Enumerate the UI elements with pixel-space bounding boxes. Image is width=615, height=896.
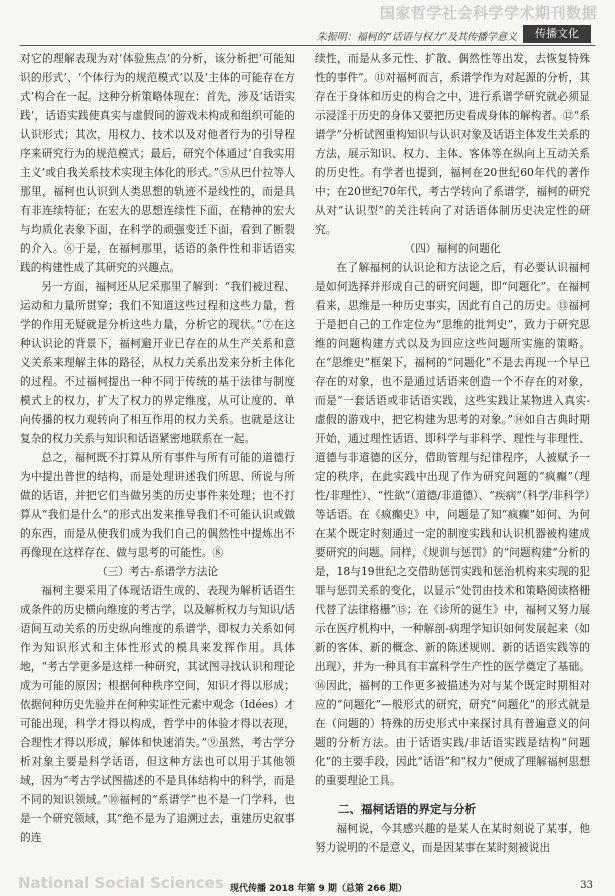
magazine-citation: 现代传播 2018 年第 9 期（总第 266 期） [230, 884, 407, 894]
subsection-heading: （四）福柯的问题化 [404, 242, 501, 255]
paragraph: 在了解福柯的认识论和方法论之后，有必要认识福柯是如何选择并形成自己的研究问题，即“问题化”。在福柯看来，思维是一种历史事实，因此有自己的历史。⑬福柯于是把自己的工作定位为“思维的批判史”，致力于研究思维的问题构建方式以及为回应这些问题所实施的策略。在“思维史”框架下，福柯的“问题化”不是去再现一个早已存在的对象，也不是通过话语来创造一个不存在的对象，而是“一套话语或非话语实践，这些实践让某物进入真实-虚假的游戏中，把它构建为思考的对象。”⑭如自古典时期开始，通过理性话语、即科学与非科学、理性与非理性、道德与非道德的区分，借助管理与纪律程序，人被赋予一定的秩序，在此实践中出现了作为研究问题的“疯癫”（理性/非理性）、“性欲”（道德/非道德）、“疾病”（科学/非科学）等话语。在《疯癫史》中，问题是了知“疯癫”如何、为何在某个既定时刻通过一定的制度实践和认识机器被构建成要研究的问题。同样，《规训与惩罚》的“问题构建”分析的是，18与19世纪之交借助惩罚实践和惩治机构来实现的犯罪与惩罚关系的变化，以显示“处罚由技术和策略阅读格栅代替了法律格栅”⑮；在《诊所的诞生》中，福柯又努力展示在医疗机构中，一种解剖-病理学知识如何发展起来（如新的客体、新的概念、新的陈述规则、新的话语实践等的出现），并为一种具有丰富科学生产性的医学奠定了基础。⑯因此，福柯的工作更多被描述为对与某个既定时期相对应的“问题化”—般形式的研究，研究“问题化”的形式就是在（问题的）特殊的历史形式中来探讨具有普遍意义的问题的分析方法。由于话语实践/非话语实践是结构“问题化”的主要手段，因此“话语”和“权力”便成了理解福柯思想的重要理论工具。 [315, 261, 590, 787]
left-column [20, 49, 295, 847]
paragraph: 另一方面，福柯还从尼采那里了解到：“我们被过程、运动和力量所贯穿；我们不知道这些过程和这些力量，哲学的作用无疑就是分析这些力量，分析它的现状。”⑦在这种认识论的背景下，福柯避开业已存在的从生产关系和意义关系来理解主体的路径，从权力关系出发来分析主体化的过程。不过福柯提出一种不同于传统的基于法律与制度模式上的权力，扩大了权力的界定维度，从可让度的、单向传播的权力观转向了相互作用的权力关系。也就是这让复杂的权力关系与知识和话语紧密地联系在一起。 [20, 280, 295, 445]
paragraph: 续性，而是从多元性、扩散、偶然性等出发，去恢复特殊性的事件”。⑪对福柯而言，系谱学作为对起源的分析，其存在于身体和历史的构合之中，进行系谱学研究就必须显示浸淫于历史的身体又要把历史看成身体的解构者。⑫“系谱学”分析试图重构知识与认识对象及话语主体发生关系的方法，展示知识、权力、主体、客体等在纵向上互动关系的历史性。有学者也提到，福柯在20世纪60年代的著作中；在20世纪70年代，考古学转向了系谱学，福柯的研究从对“认识型”的关注转向了对话语体制历史决定性的研究。 [315, 52, 590, 236]
paragraph: 福柯主要采用了体现话语生成的、表现为解析话语生成条件的历史横向维度的考古学，以及解析权力与知识/话语间互动关系的历史纵向维度的系谱学，即权力关系如何作为知识形式和主体性形式的模具来发挥作用。具体地，“考古学更多是这样一种研究，其试图寻找认识和理论成为可能的原因；根据何种秩序空间，知识才得以形成；依据何种历史先验并在何种实证性元素中观念（Idées）才可能出现，科学才得以构成，哲学中的体验才得以表现，合理性才得以形成，解体和快速消失。”⑨虽然，考古学分析对象主要是科学话语，但这种方法也可以用于其他领域，因为“考古学试图描述的不是具体结构中的科学，而是不同的知识领域。”⑩福柯的“系谱学”也不是一门学科，也是一个研究领域，其“绝不是为了追溯过去，重建历史叙事的连 [20, 584, 296, 844]
watermark-bottom: National Social Sciences [18, 874, 224, 892]
page-footer [0, 872, 615, 896]
section-heading: 二、福柯话语的界定与分析 [338, 802, 476, 816]
section-badge: 传播文化 [523, 25, 591, 43]
subsection-heading: （三）考古-系谱学方法论 [96, 565, 219, 578]
watermark-top: 国家哲学社会科学学术期刊数据 [380, 4, 598, 22]
paragraph: 总之，福柯既不打算从所有事件与所有可能的道德行为中提出普世的结构，而是处理讲述我们所思、所说与所做的话语，并把它们当做另类的历史事件来处理；也不打算从“我们是什么”的形式出发来推导我们不可能认识或做的东西，而是从使我们成为我们自己的偶然性中提炼出不再像现在这样存在、做与思考的可能性。⑧ [20, 451, 295, 559]
header-rule [20, 45, 595, 46]
paragraph: 对它的理解表现为对‘体验焦点’的分析，该分析把‘可能知识的形式’、‘个体行为的规范模式’以及‘主体的可能存在方式’构合在一起。这种分析策略体现在：首先，涉及‘话语实践’，话语实践使真实与虚假间的游戏未构成和组织可能的认识形式；其次，用权力、技术以及对他者行为的引导程序来研究行为的规范模式；最后，研究个体通过‘自我实用主义’或自我关系技术实现主体化的形式。”⑤从巴什拉等人那里，福柯也认识到人类思想的轨迹不是线性的，而是具有非连续特征；在宏大的思想连续性下面，在精神的宏大与均质化表象下面，在科学的顽强变迁下面，看到了断裂的介入。⑥于是，在福柯那里，话语的条件性和非话语实践的构建性成了其研究的兴趣点。 [20, 52, 295, 274]
running-header [0, 24, 615, 46]
paragraph: 福柯说，今其感兴趣的是某人在某时刻说了某事，他努力说明的不是意义，而是因某事在某时刻被说出 [315, 822, 590, 854]
right-column [315, 49, 590, 857]
page-number: 33 [580, 880, 593, 891]
running-title: 朱振明：福柯的“话语与权力”及其传播学意义 [316, 32, 517, 43]
